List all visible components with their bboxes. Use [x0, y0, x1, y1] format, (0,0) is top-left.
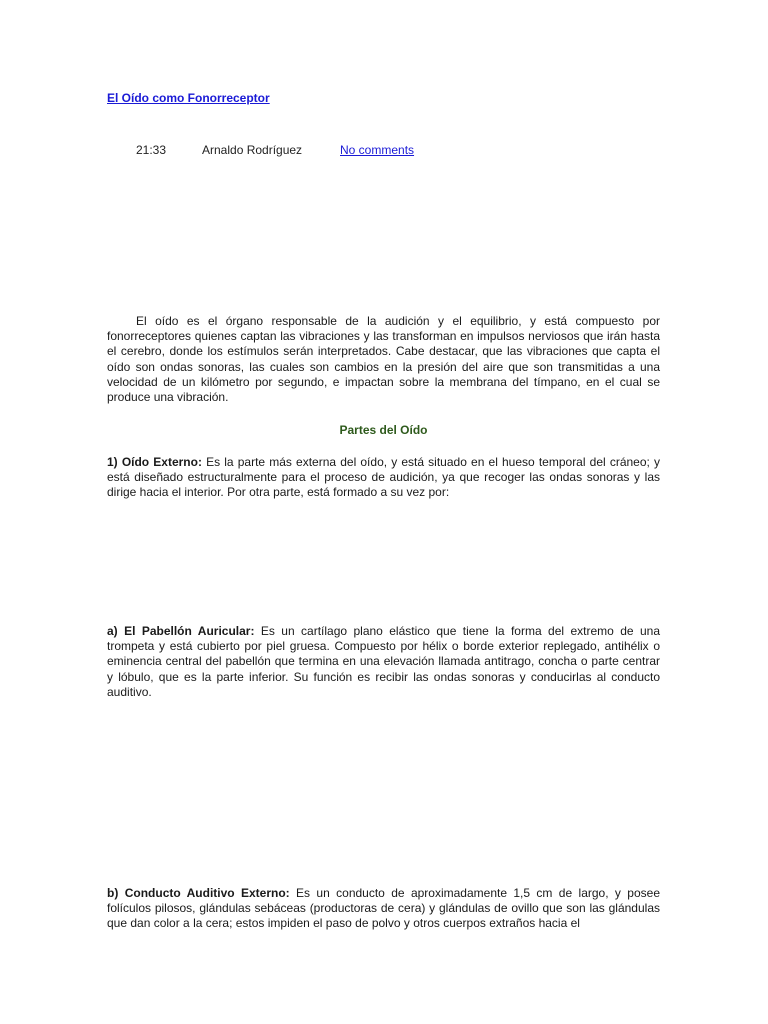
post-title-link[interactable]: El Oído como Fonorreceptor: [107, 91, 270, 105]
conducto-text: Es un conducto de aproximadamente 1,5 cm de largo, y posee folículos pilosos, glándulas sebáceas (productoras de cera) y glándulas de ovillo que son las glándulas que dan color a la cera; estos impiden el paso de polvo y otros cuerpos extraños hacia el: [107, 886, 660, 931]
oido-externo-paragraph: [107, 455, 660, 501]
intro-text: El oído es el órgano responsable de la audición y el equilibrio, y está compuesto por fonorreceptores quienes captan las vibraciones y las transforman en impulsos nerviosos que irán hasta el cerebro, donde los estímulos serán interpretados. Cabe destacar, que las vibraciones que capta el oído son ondas sonoras, las cuales son cambios en la presión del aire que son transmitidas a una velocidad de un kilómetro por segundo, e impactan sobre la membrana del tímpano, en el cual se produce una vibración.: [107, 314, 660, 405]
oido-externo-text: Es la parte más externa del oído, y está situado en el hueso temporal del cráneo; y está diseñado estructuralmente para el proceso de audición, ya que recoger las ondas sonoras y las dirige hacia el interior. Por otra parte, está formado a su vez por:: [107, 455, 660, 500]
post-author: Arnaldo Rodríguez: [202, 143, 303, 157]
oido-externo-lead: 1) Oído Externo:: [107, 455, 202, 469]
pabellon-text: Es un cartílago plano elástico que tiene la forma del extremo de una trompeta y está cubierto por piel gruesa. Compuesto por hélix o borde exterior replegado, antihélix o eminencia central del pabellón que termina en una elevación llamada antitrago, concha o parte centrar y lóbulo, que es la parte inferior. Su función es recibir las ondas sonoras y conducirlas al conducto auditivo.: [107, 624, 660, 699]
pabellon-lead: a) El Pabellón Auricular:: [107, 624, 255, 638]
conducto-lead: b) Conducto Auditivo Externo:: [107, 886, 290, 900]
section-heading: Partes del Oído: [339, 423, 428, 437]
intro-paragraph: [107, 314, 660, 405]
pabellon-paragraph: [107, 624, 660, 700]
post-time: 21:33: [136, 143, 167, 157]
conducto-paragraph: [107, 886, 660, 932]
comments-link[interactable]: No comments: [340, 143, 415, 157]
